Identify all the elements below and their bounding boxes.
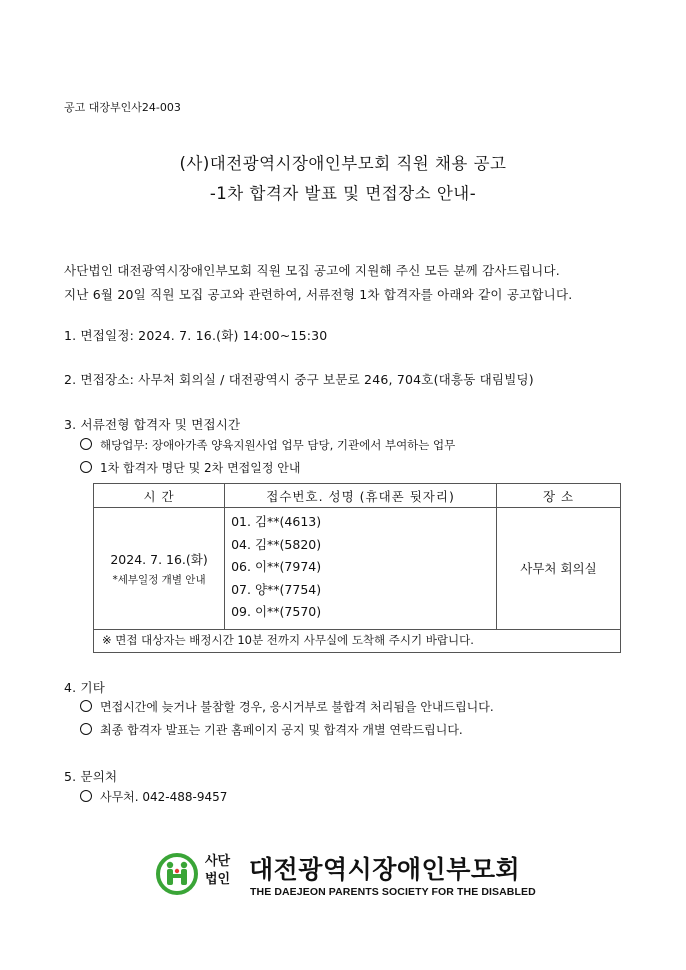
intro-line-1: 사단법인 대전광역시장애인부모회 직원 모집 공고에 지원해 주신 모든 분께 감사드립니다. [64, 263, 560, 278]
header-candidates: 접수번호. 성명 (휴대폰 뒷자리) [225, 484, 497, 508]
place-cell: 사무처 회의실 [497, 508, 621, 630]
candidate-item: 04. 김**(5820) [231, 536, 322, 552]
section5-heading: 5. 문의처 [64, 769, 118, 784]
candidate-table [93, 483, 621, 653]
section3-heading: 3. 서류전형 합격자 및 면접시간 [64, 417, 241, 432]
notice-number: 공고 대장부인사24-003 [64, 101, 181, 114]
interview-schedule: 1. 면접일정: 2024. 7. 16.(화) 14:00~15:30 [64, 328, 328, 343]
circle-bullet-icon [80, 438, 92, 450]
header-time: 시 간 [94, 484, 225, 508]
section4-heading: 4. 기타 [64, 680, 106, 695]
document-title: (사)대전광역시장애인부모회 직원 채용 공고 [179, 154, 507, 173]
section5-item-contact: 사무처. 042-488-9457 [80, 788, 227, 805]
section4-item-1: 면접시간에 늦거나 불참할 경우, 응시거부로 불합격 처리됨을 안내드립니다. [80, 698, 494, 715]
section3-item-list: 1차 합격자 명단 및 2차 면접일정 안내 [80, 459, 300, 476]
corp-type-label: 사단 법인 [205, 854, 231, 887]
date-note: *세부일정 개별 안내 [112, 573, 206, 586]
document-subtitle: -1차 합격자 발표 및 면접장소 안내- [209, 184, 477, 203]
circle-bullet-icon [80, 700, 92, 712]
interview-date: 2024. 7. 16.(화) [110, 551, 208, 567]
time-cell [94, 508, 225, 630]
header-place: 장 소 [497, 484, 621, 508]
organization-name: 대전광역시장애인부모회 [249, 855, 521, 884]
section4-item-2: 최종 합격자 발표는 기관 홈페이지 공지 및 합격자 개별 연락드립니다. [80, 721, 463, 738]
table-row [94, 508, 621, 630]
circle-bullet-icon [80, 723, 92, 735]
candidate-item: 09. 이**(7570) [231, 604, 322, 619]
circle-bullet-icon [80, 461, 92, 473]
family-hands-logo-icon [155, 852, 199, 896]
circle-bullet-icon [80, 790, 92, 802]
candidate-item: 01. 김**(4613) [231, 514, 322, 529]
organization-english-name: THE DAEJEON PARENTS SOCIETY FOR THE DISABLED [250, 886, 536, 898]
table-note: ※ 면접 대상자는 배정시간 10분 전까지 사무실에 도착해 주시기 바랍니다. [94, 629, 621, 652]
organization-logo [155, 850, 555, 905]
table-note-row [94, 629, 621, 652]
candidate-item: 07. 양**(7754) [231, 581, 322, 597]
table-header-row [94, 484, 621, 508]
intro-line-2: 지난 6월 20일 직원 모집 공고와 관련하여, 서류전형 1차 합격자를 아래와 같이 공고합니다. [64, 287, 573, 302]
section3-item-duties: 해당업무: 장애아가족 양육지원사업 업무 담당, 기관에서 부여하는 업무 [80, 437, 455, 453]
candidate-item: 06. 이**(7974) [231, 559, 322, 574]
interview-location: 2. 면접장소: 사무처 회의실 / 대전광역시 중구 보문로 246, 704호(대흥동 대림빌딩) [64, 372, 534, 387]
candidate-list-cell [225, 508, 497, 630]
